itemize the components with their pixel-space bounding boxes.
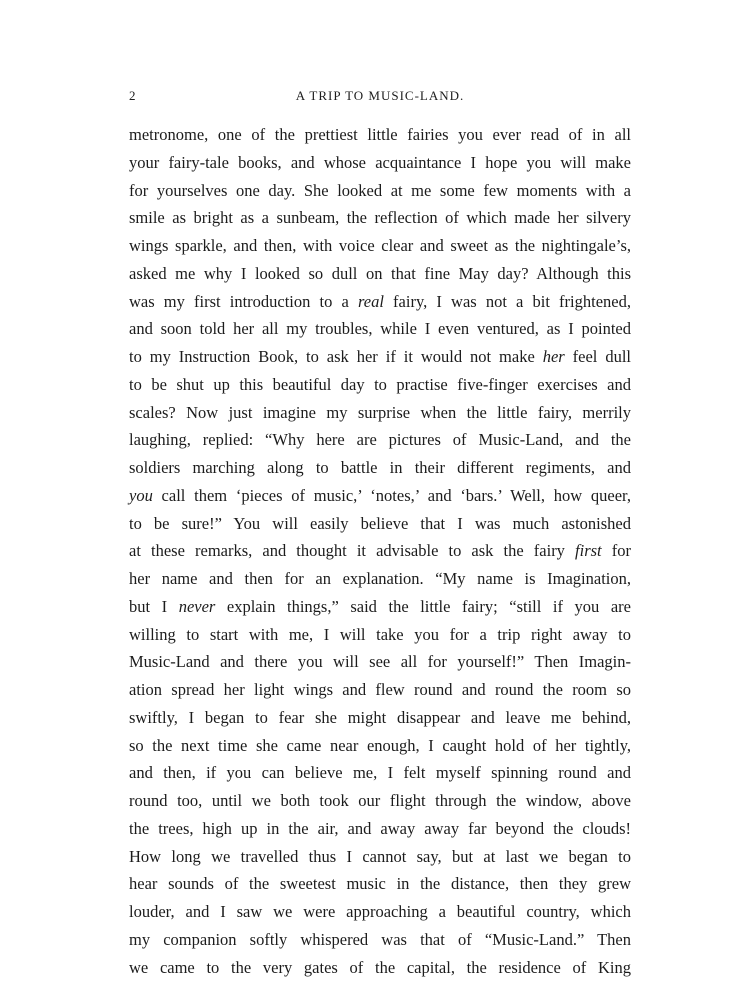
text-line: [129, 954, 631, 982]
text-line: [129, 926, 631, 954]
text-segment: and then, if you can believe me, I felt myself spinning round and: [129, 763, 631, 783]
text-segment: we came to the very gates of the capital, the residence of King: [129, 957, 631, 977]
text-segment: hear sounds of the sweetest music in the distance, then they grew: [129, 874, 631, 894]
text-line: [129, 870, 631, 898]
text-line: [129, 343, 631, 371]
text-line: [129, 621, 631, 649]
text-segment: round too, until we both took our flight through the window, above: [129, 791, 631, 810]
text-segment: my companion softly whispered was that of “Music-Land.” Then: [129, 929, 631, 949]
text-line: [129, 315, 631, 343]
text-segment: and soon told her all my troubles, while I even ventured, as I pointed: [129, 319, 631, 339]
text-segment: to my Instruction Book, to ask her if it would not make: [129, 347, 543, 366]
text-segment: explain things,” said the little fairy; “still if you are: [215, 596, 631, 616]
text-segment: willing to start with me, I will take you for a trip right away to: [129, 624, 631, 644]
text-line: [129, 482, 631, 510]
page-number: 2: [129, 88, 137, 103]
text-segment: for yourselves one day. She looked at me some few moments with a: [129, 180, 631, 200]
text-line: [129, 759, 631, 787]
text-segment: at these remarks, and thought it advisable to ask the fairy: [129, 541, 576, 561]
text-line: [129, 787, 631, 815]
text-segment: metronome, one of the prettiest little fairies you ever read of in all: [129, 125, 631, 144]
text-segment: her name and then for an explanation. “My name is Imagination,: [129, 569, 631, 588]
text-line: [129, 177, 631, 205]
text-line: [129, 121, 631, 149]
text-segment: soldiers marching along to battle in their different regiments, and: [129, 458, 631, 477]
text-segment: wings sparkle, and then, with voice clear and sweet as the nightingale’s,: [129, 236, 631, 255]
text-segment: to be shut up this beautiful day to practise five-finger exercises and: [129, 374, 631, 394]
text-line: [129, 593, 631, 621]
text-line: [129, 537, 631, 565]
text-line: [129, 815, 631, 843]
text-segment: for: [601, 541, 631, 561]
text-line: [129, 843, 631, 871]
text-segment: call them ‘pieces of music,’ ‘notes,’ and ‘bars.’ Well, how queer,: [152, 485, 631, 505]
body-text: [129, 121, 631, 981]
text-line: [129, 149, 631, 177]
text-line: [129, 898, 631, 926]
text-segment: louder, and I saw we were approaching a beautiful country, which: [129, 902, 631, 921]
text-line: [129, 704, 631, 732]
text-segment: scales? Now just imagine my surprise when the little fairy, merrily: [129, 402, 631, 422]
text-line: [129, 648, 631, 676]
text-segment: fairy, I was not a bit frightened,: [383, 291, 631, 311]
italic-word: first: [575, 541, 602, 561]
text-segment: smile as bright as a sunbeam, the reflection of which made her silvery: [129, 208, 631, 228]
text-segment: the trees, high up in the air, and away away far beyond the clouds!: [129, 818, 631, 838]
text-segment: asked me why I looked so dull on that fine May day? Although this: [129, 263, 631, 283]
text-segment: How long we travelled thus I cannot say, but at last we began to: [129, 846, 631, 866]
text-segment: was my first introduction to a: [129, 291, 358, 311]
text-segment: ation spread her light wings and flew round and round the room so: [129, 680, 631, 699]
text-segment: Music-Land and there you will see all for yourself!” Then Imagin-: [129, 652, 631, 672]
text-segment: swiftly, I began to fear she might disappear and leave me behind,: [129, 707, 631, 727]
running-head: A TRIP TO MUSIC-LAND.: [295, 88, 465, 103]
text-line: [129, 510, 631, 538]
italic-word: you: [129, 485, 153, 505]
italic-word: never: [178, 596, 216, 616]
text-line: [129, 565, 631, 593]
text-line: [129, 260, 631, 288]
text-line: [129, 454, 631, 482]
text-line: [129, 426, 631, 454]
text-segment: feel dull: [564, 347, 631, 366]
text-line: [129, 232, 631, 260]
text-line: [129, 288, 631, 316]
text-segment: laughing, replied: “Why here are pictures of Music-Land, and the: [129, 430, 631, 450]
page-header: [129, 88, 631, 108]
text-segment: but I: [129, 596, 179, 616]
text-line: [129, 676, 631, 704]
text-line: [129, 732, 631, 760]
text-segment: your fairy-tale books, and whose acquaintance I hope you will make: [129, 152, 631, 172]
text-segment: to be sure!” You will easily believe that I was much astonished: [129, 513, 631, 533]
italic-word: her: [542, 347, 565, 366]
text-line: [129, 399, 631, 427]
text-line: [129, 204, 631, 232]
italic-word: real: [357, 291, 384, 311]
text-line: [129, 371, 631, 399]
text-segment: so the next time she came near enough, I caught hold of her tightly,: [129, 735, 631, 755]
